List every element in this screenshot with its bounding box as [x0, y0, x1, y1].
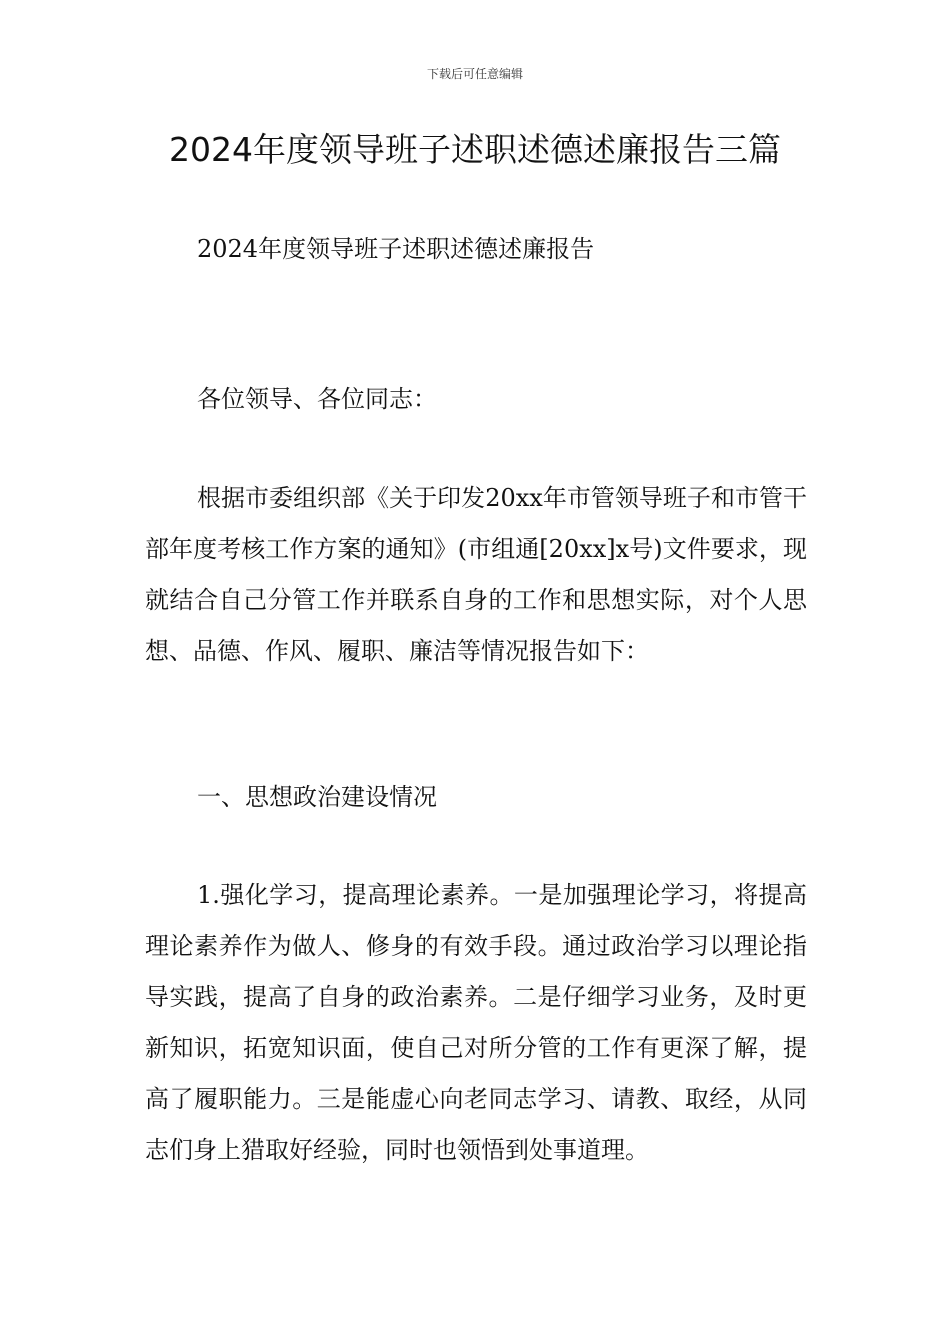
- report-subtitle: 2024年度领导班子述职述德述廉报告: [197, 235, 595, 263]
- document-title: 2024年度领导班子述职述德述廉报告三篇: [169, 130, 781, 169]
- intro-paragraph: 根据市委组织部《关于印发20xx年市管领导班子和市管干部年度考核工作方案的通知》(市组通[20xx]x号)文件要求，现就结合自己分管工作并联系自身的工作和思想实际，对个人思想、品德、作风、履职、廉洁等情况报告如下：: [145, 484, 807, 665]
- header-note: 下载后可任意编辑: [426, 67, 523, 81]
- section-one-heading: 一、思想政治建设情况: [197, 783, 437, 811]
- section-one-item-one: 1.强化学习，提高理论素养。一是加强理论学习，将提高理论素养作为做人、修身的有效手段。通过政治学习以理论指导实践，提高了自身的政治素养。二是仔细学习业务，及时更新知识，拓宽知识面，使自己对所分管的工作有更深了解，提高了履职能力。三是能虚心向老同志学习、请教、取经，从同志们身上猎取好经验，同时也领悟到处事道理。: [145, 881, 807, 1164]
- salutation: 各位领导、各位同志：: [197, 385, 437, 413]
